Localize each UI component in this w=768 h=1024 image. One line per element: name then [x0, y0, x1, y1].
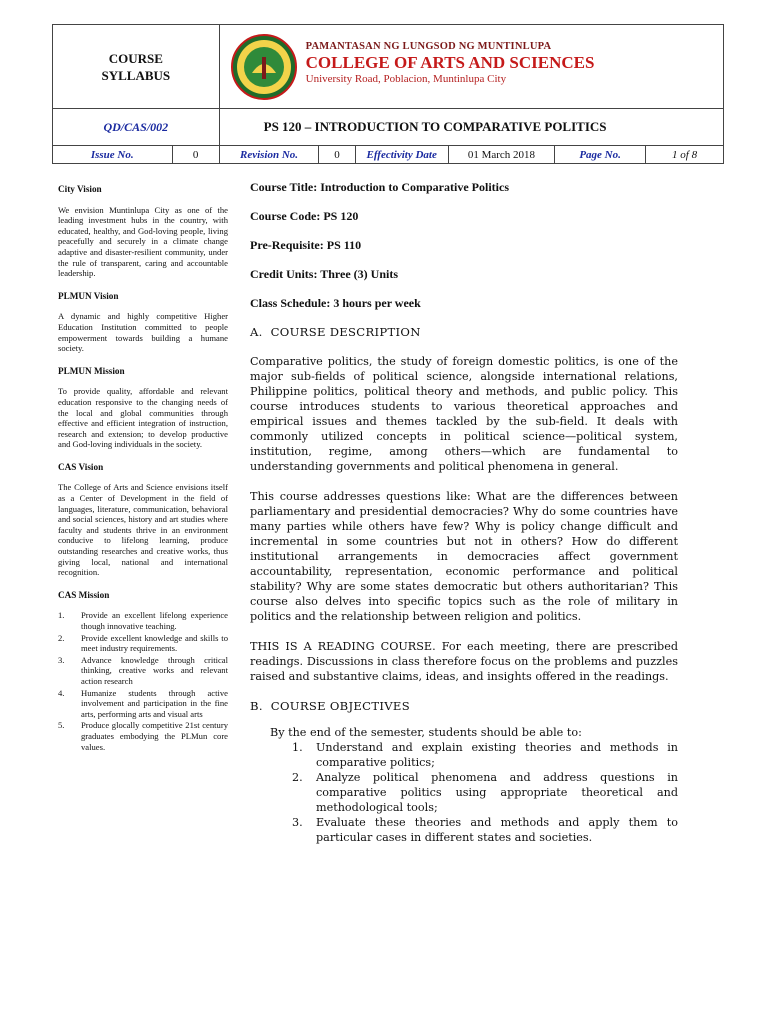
plmun-mission-text: To provide quality, affordable and relevant education responsive to the changing needs of the local and global communities through effective and efficient integration of instruction, research and extension; to develop productive and God-loving individuals in the society.	[58, 386, 228, 450]
section-course-objectives: B. COURSE OBJECTIVES	[250, 699, 410, 713]
course-code: Course Code: PS 120	[250, 209, 359, 223]
document-meta-row	[53, 146, 724, 164]
effectivity-label: Effectivity Date	[355, 146, 448, 164]
university-name: PAMANTASAN NG LUNGSOD NG MUNTINLUPA	[305, 41, 552, 52]
objectives-list	[250, 740, 678, 845]
syllabus-header	[52, 24, 724, 164]
revision-label: Revision No.	[219, 146, 319, 164]
list-item: 1. Understand and explain existing theories and methods in comparative politics;	[292, 741, 678, 769]
cas-mission-list	[58, 610, 228, 752]
college-name: COLLEGE OF ARTS AND SCIENCES	[305, 53, 595, 72]
plmun-mission-title: PLMUN Mission	[58, 365, 125, 376]
course-credit-units: Credit Units: Three (3) Units	[250, 267, 398, 281]
cas-vision-title: CAS Vision	[58, 461, 104, 472]
list-item: 5. Produce glocally competitive 21st century graduates embodying the PLMun core values.	[58, 720, 228, 752]
issue-label: Issue No.	[53, 146, 173, 164]
plmun-vision-title: PLMUN Vision	[58, 290, 119, 301]
revision-value: 0	[319, 146, 355, 164]
city-vision-title: City Vision	[58, 184, 102, 194]
effectivity-value: 01 March 2018	[448, 146, 554, 164]
list-item: 2. Analyze political phenomena and address questions in comparative politics using appropriate theoretical and methodological tools;	[292, 771, 678, 814]
list-item: 4. Humanize students through active involvement and participation in the fine arts, performing arts and visual arts	[58, 687, 228, 719]
list-item: 2. Provide excellent knowledge and skills to meet industry requirements.	[58, 632, 228, 654]
course-title: Course Title: Introduction to Comparative Politics	[250, 180, 509, 194]
college-address: University Road, Poblacion, Muntinlupa City	[305, 73, 507, 85]
vision-mission-sidebar	[58, 184, 228, 753]
list-item: 3. Advance knowledge through critical thinking, creative works and relevant action research	[58, 654, 228, 686]
course-syllabus-label: COURSE SYLLABUS	[53, 25, 220, 109]
course-prerequisite: Pre-Requisite: PS 110	[250, 238, 362, 252]
city-vision-text: We envision Muntinlupa City as one of the leading investment hubs in the country, with educated, healthy, and God-loving people, living peacefully and securely in a climate change adaptive and disaster-resilient community, under the rule of transparent, caring and accountable leadership.	[58, 204, 228, 279]
issue-value: 0	[172, 146, 219, 164]
description-paragraph-1: Comparative politics, the study of foreign domestic politics, is one of the major sub-fields of political science, alongside international relations, Philippine politics, political theory and methods, and public policy. This course introduces students to various theoretical approaches and empirical issues and themes tackled by the sub-field. It deals with commonly utilized concepts in political science—political system, institution, regime, among others—which are fundamental to understanding governments and political phenomena in general.	[250, 355, 678, 473]
section-course-description: A. COURSE DESCRIPTION	[250, 325, 421, 339]
course-schedule: Class Schedule: 3 hours per week	[250, 296, 421, 310]
page-label: Page No.	[555, 146, 646, 164]
course-heading: PS 120 – INTRODUCTION TO COMPARATIVE POLITICS	[219, 109, 723, 146]
description-paragraph-2: This course addresses questions like: What are the differences between parliamentary and presidential democracies? Why do some countries have many parties while others have few? Why is policy change difficult and incremental in some countries but not in others? How do different institutional arrangements in democracies affect government accountability, representation, economic performance and political stability? Why are some states democratic but others authoritarian? This course also delves into specific topics such as the role of military in politics and the relationship between religion and politics.	[250, 490, 678, 623]
document-code: QD/CAS/002	[53, 109, 220, 146]
list-item: 1. Provide an excellent lifelong experience though innovative teaching.	[58, 610, 228, 631]
page-value: 1 of 8	[646, 146, 724, 164]
plmun-vision-text: A dynamic and highly competitive Higher Education Institution committed to people empowerment towards building a humane society.	[58, 311, 228, 354]
list-item: 3. Evaluate these theories and methods and apply them to particular cases in different states and societies.	[292, 816, 678, 844]
plmun-seal-icon	[230, 33, 298, 101]
course-main-content	[250, 180, 678, 845]
cas-mission-title: CAS Mission	[58, 589, 110, 600]
description-paragraph-3: THIS IS A READING COURSE. For each meeting, there are prescribed readings. Discussions in class therefore focus on the problems and puzzles raised and substantive claims, ideas, and insights offered in the readings.	[250, 640, 678, 683]
college-banner	[219, 25, 723, 109]
cas-vision-text: The College of Arts and Science envisions itself as a Center of Development in the field of languages, literature, communication, behavioral and social sciences, history and art studies where faculty and students thrive in an environment conducive to lifelong learning, produce outstanding researches and creative works, thus giving local, national and international recognition.	[58, 482, 228, 578]
objectives-intro: By the end of the semester, students should be able to:	[270, 726, 582, 739]
